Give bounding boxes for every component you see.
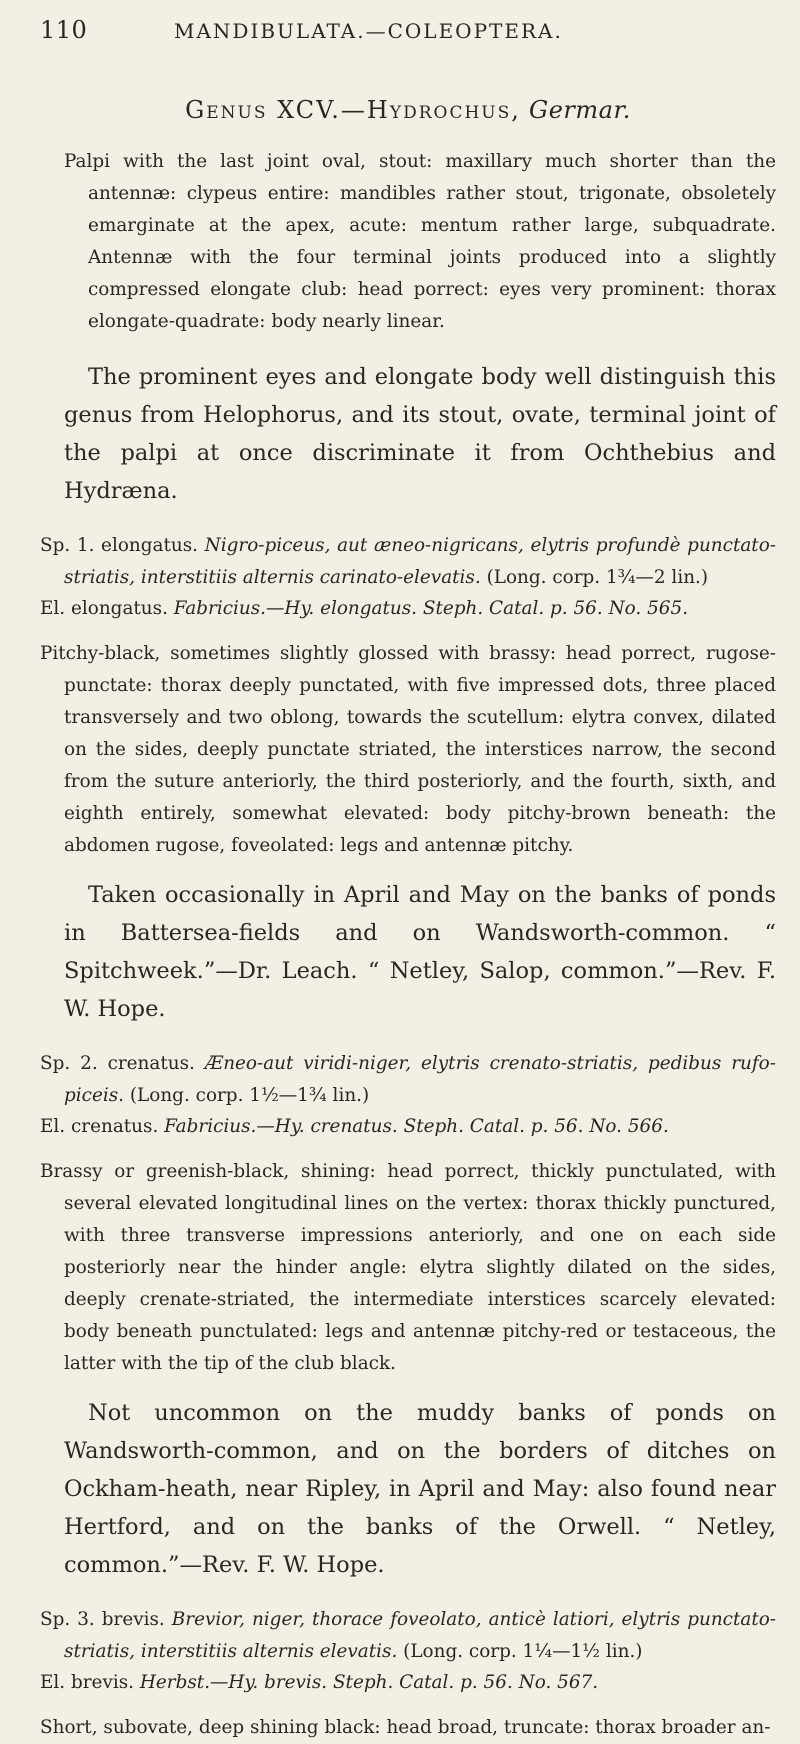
species-size: (Long. corp. 1½—1¾ lin.) [129, 1085, 370, 1106]
synonymy-label: El. crenatus. [40, 1116, 159, 1137]
species-diagnosis: Brevior, niger, thorace foveolato, anticè latiori, elytris punctato-striatis, interstitiis alternis elevatis. [64, 1609, 776, 1662]
species-description: Brassy or greenish-black, shining: head porrect, thickly punctulated, with several elevated longitudinal lines on the vertex: thorax thickly punctured, with three transverse impressions anteriorly, and one on each side posteriorly near the hinder angle: elytra slightly dilated on the sides, deeply crenate-striated, the intermediate interstices scarcely elevated: body beneath punctulated: legs and antennæ pitchy-red or testaceous, the latter with the tip of the club black. [40, 1161, 776, 1374]
species-label: Sp. 1. elongatus. [40, 535, 198, 556]
genus-label: Genus XCV.—Hydrochus, [185, 96, 521, 124]
species-label: Sp. 3. brevis. [40, 1609, 165, 1630]
running-title: MANDIBULATA.—COLEOPTERA. [174, 19, 563, 43]
species-label: Sp. 2. crenatus. [40, 1053, 195, 1074]
synonymy-label: El. brevis. [40, 1672, 135, 1693]
species-description: Pitchy-black, sometimes slightly glossed with brassy: head porrect, rugose-punctate: thorax deeply punctated, with five impressed dots, three placed transversely and two oblong, towards the scutellum: elytra convex, dilated on the sides, deeply punctate striated, the interstices narrow, the second from the suture anteriorly, the third posteriorly, and the fourth, sixth, and eighth entirely, somewhat elevated: body pitchy-brown beneath: the abdomen rugose, foveolated: legs and antennæ pitchy. [40, 643, 776, 856]
synonymy-reference: Fabricius.—Hy. crenatus. Steph. Catal. p. 56. No. 566. [164, 1116, 669, 1137]
species-synonymy [40, 1112, 776, 1142]
species-size: (Long. corp. 1¾—2 lin.) [486, 567, 709, 588]
species-diagnosis: Æneo-aut viridi-niger, elytris crenato-striatis, pedibus rufo-piceis. [64, 1053, 776, 1106]
species-description: Short, subovate, deep shining black: head broad, truncate: thorax broader an- [40, 1717, 771, 1738]
genus-characters: Palpi with the last joint oval, stout: maxillary much shorter than the antennæ: clypeus entire: mandibles rather stout, trigonate, obsoletely emarginate at the apex, acute: mentum rather large, subquadrate. Antennæ with the four terminal joints produced into a slightly compressed elongate club: head porrect: eyes very prominent: thorax elongate-quadrate: body nearly linear. [64, 151, 776, 332]
running-head [40, 16, 776, 50]
species-heading [40, 1604, 776, 1668]
species-habitat: Taken occasionally in April and May on the banks of ponds in Battersea-fields and on Wandsworth-common. “ Spitchweek.”—Dr. Leach. “ Netley, Salop, common.”—Rev. F. W. Hope. [64, 882, 776, 1022]
genus-intro: The prominent eyes and elongate body well distinguish this genus from Helophorus, and its stout, ovate, terminal joint of the palpi at once discriminate it from Ochthebius and Hydræna. [64, 364, 776, 504]
species-size: (Long. corp. 1¼—1½ lin.) [403, 1641, 643, 1662]
species-synonymy [40, 1668, 776, 1698]
genus-heading [40, 96, 776, 124]
species-heading [40, 1048, 776, 1112]
synonymy-label: El. elongatus. [40, 598, 168, 619]
page-number: 110 [40, 16, 88, 44]
species-habitat: Not uncommon on the muddy banks of ponds on Wandsworth-common, and on the borders of ditches on Ockham-heath, near Ripley, in April and May: also found near Hertford, and on the banks of the Orwell. “ Netley, common.”—Rev. F. W. Hope. [64, 1400, 776, 1578]
species-heading [40, 530, 776, 594]
synonymy-reference: Fabricius.—Hy. elongatus. Steph. Catal. p. 56. No. 565. [173, 598, 689, 619]
species-synonymy [40, 594, 776, 624]
species-diagnosis: Nigro-piceus, aut æneo-nigricans, elytris profundè punctato-striatis, interstitiis alternis carinato-elevatis. [64, 535, 776, 588]
synonymy-reference: Herbst.—Hy. brevis. Steph. Catal. p. 56. No. 567. [139, 1672, 599, 1693]
genus-author: Germar. [529, 96, 631, 124]
